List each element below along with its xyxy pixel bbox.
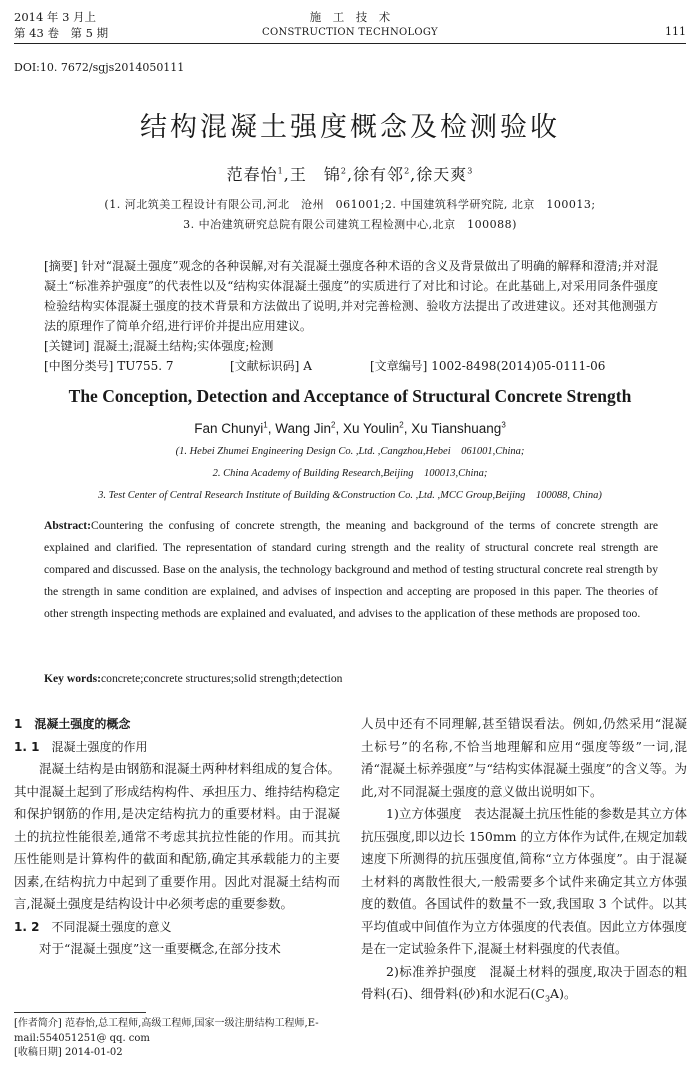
footnote-author-label: [作者简介] (14, 1018, 62, 1029)
clc-value: TU755. 7 (117, 359, 174, 373)
keywords-en-label: Key words: (44, 672, 101, 685)
subsection-title: 不同混凝土强度的意义 (51, 919, 172, 934)
keywords-cn: 混凝土;混凝土结构;实体强度;检测 (93, 339, 274, 353)
footnote-rule (14, 1012, 146, 1013)
author-name: Fan Chunyi (194, 421, 264, 436)
affiliation-line: 3. Test Center of Central Research Institute of Building &Construction Co. ,Ltd. ,MCC Group,Beijing 100088, China) (98, 490, 602, 501)
subsection-number: 1. 1 (14, 739, 40, 754)
paragraph-text: 表达混凝土抗压性能的参数是其立方体抗压强度,即以边长 150mm 的立方体作为试件,在规定加载速度下所测得的抗压强度值,简称“立方体强度”。由于混凝土材料的离散性很大,一般需要多个试件来确定其立方体强度的数值。各国试件的数量不一致,我国取 3 个试件。以其平均值或中间值作为立方体强度的代表值。因此立方体强度是在一定试验条件下,混凝土材料强度的代表值。 (361, 806, 687, 956)
authors-cn: 范春怡$^1$,王 锦$^2$,徐有邻$^2$,徐天爽$^3$ (226, 165, 474, 184)
abstract-en-label: Abstract: (44, 519, 92, 532)
affiliation-line: (1. 河北筑美工程设计有限公司,河北 沧州 061001;2. 中国建筑科学研究院, 北京 100013; (104, 198, 596, 211)
title-cn: 结构混凝土强度概念及检测验收 (140, 112, 560, 143)
author-name: 徐天爽 (416, 165, 468, 184)
section-heading (14, 713, 340, 736)
author-name: 范春怡 (226, 165, 278, 184)
author-name: Xu Youlin (342, 421, 400, 436)
section-number: 1 (14, 717, 23, 731)
paragraph-text: A)。 (550, 986, 577, 1001)
journal-name-en: CONSTRUCTION TECHNOLOGY (262, 27, 438, 38)
author-affil-mark: 1 (263, 420, 268, 430)
doi: DOI:10. 7672/sgjs2014050111 (14, 61, 185, 74)
body-column-right (361, 713, 687, 1006)
abstract-en (44, 515, 658, 625)
footnote-author: 范春怡,总工程师,高级工程师,国家一级注册结构工程师,E-mail:554051251@ qq. com (14, 1018, 319, 1044)
abstract-en-text: Countering the confusing of concrete strength, the meaning and background of the terms of concrete strength are explained and clarified. The representation of standard curing strength and the reality of structural concrete real strength are compared and discussed. Base on the analysis, the technology background and method of testing structural concrete real strength by the strength in same condition are explained, and advises of inspection and accepting are proposed in this paper. The theories of other strength inspecting methods are explained and evaluated, and advises to the application of these methods are proposed too. (44, 519, 658, 620)
footnote-date: 2014-01-02 (65, 1047, 123, 1058)
doc-code-label: [文献标识码] (230, 359, 300, 373)
author-name: Xu Tianshuang (411, 421, 502, 436)
keywords-en: concrete;concrete structures;solid strength;detection (101, 672, 343, 685)
list-head: 2)标准养护强度 (386, 963, 477, 979)
subscript: 3 (544, 994, 551, 1004)
keywords-cn-label: [关键词] (44, 339, 90, 353)
body-column-left (14, 713, 340, 961)
author-affil-mark: 2 (404, 166, 411, 176)
author-affil-mark: 3 (467, 166, 474, 176)
volume-issue: 第 43 卷 第 5 期 (14, 26, 109, 40)
doc-code-value: A (303, 359, 312, 373)
affiliations-cn (0, 195, 700, 235)
paragraph: 人员中还有不同理解,甚至错误看法。例如,仍然采用“混凝土标号”的名称,不恰当地理解和应用“强度等级”一词,混淆“混凝土标养强度”与“结构实体混凝土强度”的含义等。为此,对不同混凝土强度的意义做出说明如下。 (361, 716, 687, 799)
journal-name-cn: 施 工 技 术 (309, 10, 391, 24)
affiliation-line: 2. China Academy of Building Research,Beijing 100013,China; (212, 468, 488, 479)
list-head: 1)立方体强度 (386, 806, 462, 821)
author-name: 徐有邻 (353, 165, 405, 184)
author-affil-mark: 2 (340, 166, 347, 176)
page-number: 111 (665, 25, 686, 38)
paragraph (361, 803, 687, 961)
author-name: Wang Jin (275, 421, 331, 436)
clc-label: [中图分类号] (44, 359, 114, 373)
header-rule (14, 43, 686, 44)
issue-date: 2014 年 3 月上 (14, 10, 97, 24)
affiliation-line: (1. Hebei Zhumei Engineering Design Co. ,Ltd. ,Cangzhou,Hebei 061001,China; (175, 446, 525, 457)
affiliation-line: 3. 中冶建筑研究总院有限公司建筑工程检测中心,北京 100088) (183, 218, 517, 231)
article-no-value: 1002-8498(2014)05-0111-06 (431, 359, 606, 373)
classification-line (44, 356, 658, 376)
author-affil-mark: 1 (277, 166, 284, 176)
paragraph: 对于“混凝土强度”这一重要概念,在部分技术 (39, 941, 281, 956)
keywords-en-line (44, 672, 658, 685)
subsection-title: 混凝土强度的作用 (51, 739, 148, 754)
section-title: 混凝土强度的概念 (34, 717, 131, 731)
paragraph (361, 961, 687, 1006)
running-header-center (0, 9, 700, 41)
abstract-cn-label: [摘要] (44, 259, 78, 273)
author-affil-mark: 2 (331, 420, 336, 430)
authors-en: Fan Chunyi$^1$, Wang Jin$^2$, Xu Youlin$^2$, Xu Tianshuang$^3$ (194, 420, 506, 436)
abstract-cn-text: 针对“混凝土强度”观念的各种误解,对有关混凝土强度各种术语的含义及背景做出了明确的解释和澄清;并对混凝土“标准养护强度”的代表性以及“结构实体混凝土强度”的实质进行了对比和讨论。在此基础上,对采用同条件强度检验结构实体混凝土强度的技术背景和方法做出了说明,并对完善检测、验收方法提出了改进建议。还对其他测强方法的原理作了简单介绍,进行评价并提出应用建议。 (44, 259, 658, 333)
author-name: 王 锦 (289, 165, 341, 184)
subsection-heading (14, 916, 340, 939)
paragraph-text: 混凝土材料的强度,取决于固态的粗骨料(石)、细骨料(砂)和水泥石(C (361, 963, 687, 1001)
author-affil-mark: 3 (501, 420, 506, 430)
footnote-date-label: [收稿日期] (14, 1047, 62, 1058)
subsection-number: 1. 2 (14, 919, 40, 934)
abstract-cn (44, 256, 658, 376)
article-no-label: [文章编号] (370, 359, 428, 373)
affiliations-en (0, 441, 700, 507)
footnote (14, 1017, 344, 1061)
author-affil-mark: 2 (399, 420, 404, 430)
title-en: The Conception, Detection and Acceptance of Structural Concrete Strength (68, 386, 632, 406)
subsection-heading (14, 736, 340, 759)
paragraph: 混凝土结构是由钢筋和混凝土两种材料组成的复合体。其中混凝土起到了形成结构构件、承担压力、维持结构稳定和保护钢筋的作用,是决定结构抗力的重要材料。由于混凝土的抗拉性能很差,通常不考虑其抗拉性能的作用。而其抗压性能则是计算构件的截面和配筋,确定其承载能力的主要因素,在结构抗力中起到了重要作用。因此对混凝土结构而言,混凝土强度是结构设计中必须考虑的重要参数。 (14, 761, 340, 911)
